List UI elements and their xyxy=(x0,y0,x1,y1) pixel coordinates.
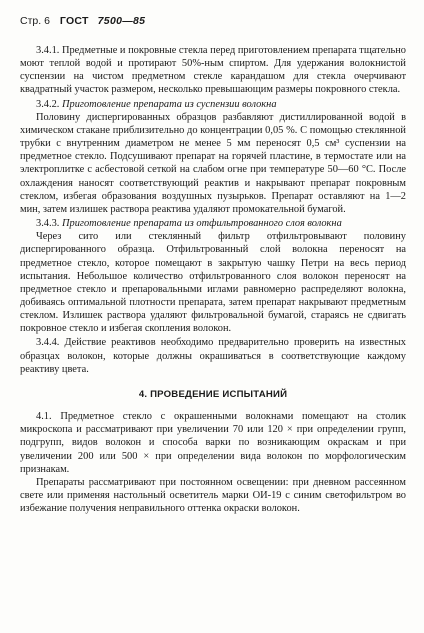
clause-number: 3.4.2. xyxy=(36,98,60,110)
document-body xyxy=(20,44,406,515)
paragraph-4-1-continued: Препараты рассматривают при постоянном освещении: при дневном рассеянном свете или применяя настольный осветитель марки ОИ-19 с синим светофильтром во избежание получения неправильного оттенка окраски волокон. xyxy=(20,476,406,515)
clause-number: 3.4.3. xyxy=(36,218,60,230)
standard-number: 7500—85 xyxy=(97,15,146,27)
standard-name: ГОСТ xyxy=(59,15,89,27)
paragraph-3-4-3-body: Через сито или стеклянный фильтр отфильтровывают половину диспергированного образца. Отфильтрованный слой волокна переносят на предметное стекло, которое помещают в закрытую чашку Петри на весь период испытания. Небольшое количество отфильтрованного слоя волокон переносят на предметное стекло и препаровальными иглами равномерно распределяют волокна, добиваясь оптимальной плотности препарата, затем препарат накрывают предметным стеклом. Излишек раствора удаляют фильтровальной бумагой, стараясь не сдвигать покровное стекло и избегая скопления волокон. xyxy=(20,231,406,335)
page-header xyxy=(20,15,145,27)
paragraph-3-4-1: 3.4.1. Предметные и покровные стекла перед приготовлением препарата тщательно моют теплой водой и протирают 50%-ным спиртом. Для удержания волокнистой суспензии на чистом предметном стекле карандашом для стекла очерчивают квадратный участок размером, несколько превышающим размеры покровного стекла. xyxy=(20,45,406,96)
paragraph-3-4-2-heading xyxy=(20,98,406,111)
paragraph-3-4-2-body: Половину диспергированных образцов разбавляют дистиллированной водой в химическом стакане приблизительно до концентрации 0,05 %. С помощью стеклянной трубки с внутренним диаметром не менее 5 мм переносят 0,5 см³ суспензии на предметное стекло. Подсушивают препарат на горячей пластине, в термостате или на электроплитке с асбестовой сеткой на слабом огне при температуре 50—60 °С. После охлаждения наносят соответствующий реактив и накрывают препарат покровным стеклом, избегая образования воздушных пузырьков. Препарат оставляют на 1—2 мин, затем излишек раствора реактива удаляют промокательной бумагой. xyxy=(20,111,406,215)
page-number-label: Стр. 6 xyxy=(20,15,50,27)
section-heading: 4. ПРОВЕДЕНИЕ ИСПЫТАНИЙ xyxy=(138,388,288,400)
clause-title: Приготовление препарата из суспензии волокна xyxy=(62,98,277,110)
paragraph-4-1: 4.1. Предметное стекло с окрашенными волокнами помещают на столик микроскопа и рассматривают при увеличении 70 или 120 × при определении групп, подгрупп, видов волокон и способа варки по возникающим окраскам и при увеличении 200 или 500 × при определении вида волокон по морфологическим признакам. xyxy=(20,411,406,475)
paragraph-3-4-4: 3.4.4. Действие реактивов необходимо предварительно проверить на известных образцах волокон, которые должны окрашиваться в соответствующие каждому реактиву цвета. xyxy=(20,337,406,375)
clause-title: Приготовление препарата из отфильтрованного слоя волокна xyxy=(62,218,342,230)
paragraph-3-4-3-heading xyxy=(20,217,406,230)
